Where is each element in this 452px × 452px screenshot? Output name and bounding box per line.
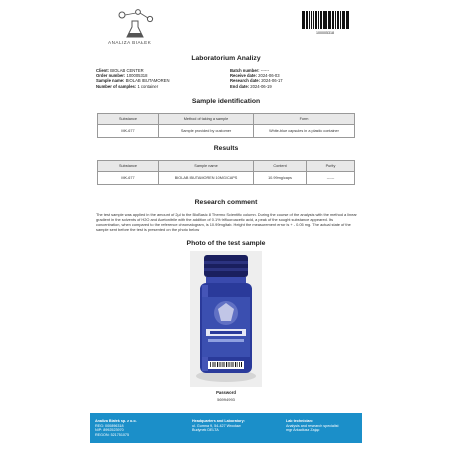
comment-text: The test sample was applied in the amount of 2µl to the BioBasic 8 Thermo Scientific column. During the course of the analysis with the method a linear gradient in the solvents of H2O and Acetonitrile with the addition of 0.1% trifluoroacetic acid, a peak of the sought substance appeared. Its concentration, when compared to the reference chromatogram, is 10.99mg/tab. Height the measurement error is + - 0.05 mg. The actual state of the sample sent before the test is presented on the photo below (96, 212, 357, 232)
report-title: Laboratorium Analizy (191, 55, 261, 62)
footer-technician: Lab technician: Analysis and research specialist mgr Arkadiusz Zając (286, 419, 339, 433)
barcode-bar (338, 11, 339, 29)
table-cell: MK-677 (98, 172, 159, 185)
barcode-bar (309, 11, 311, 29)
table-cell: BIOLAB IBUTAMOREN 10MG/CAPS (159, 172, 254, 185)
info-row-num-samples: Number of samples: 1 container (96, 83, 159, 89)
results-table (97, 160, 355, 185)
info-row-end-date: End date: 2024-06-19 (230, 83, 272, 89)
barcode-bar (320, 11, 322, 29)
footer-company: Analiza Białek sp. z o.o. REG: 000896318 NIP: 8992523970 REGON: 521751075 (95, 419, 137, 437)
barcode-bar (343, 11, 345, 29)
barcode-bar (347, 11, 348, 29)
table-cell: White-blue capsules in a plastic container (254, 125, 355, 138)
table-header-cell: Sample name (159, 161, 254, 172)
barcode-bar (318, 11, 319, 29)
barcode-bar (313, 11, 314, 29)
table-cell: 10.99mg/caps (254, 172, 307, 185)
barcode-bar (325, 11, 326, 29)
comment-title: Research comment (194, 199, 258, 206)
info-row-batch: Batch number: ------ (230, 68, 270, 73)
table-row (98, 172, 355, 185)
logo-text: ANALIZA BIAŁEK (108, 40, 152, 45)
barcode-number: 100005318 (316, 31, 334, 35)
sample-photo (190, 251, 262, 387)
table-cell: Sample provided by customer (159, 125, 254, 138)
barcode-bar (335, 11, 336, 29)
table-cell: ------ (307, 172, 355, 185)
info-right (230, 68, 283, 89)
footer (90, 413, 362, 443)
identification-title: Sample identification (191, 98, 261, 105)
table-header-row (98, 161, 355, 172)
table-header-cell: Form (254, 114, 355, 125)
order-barcode (302, 11, 350, 29)
password-label: Password (216, 390, 236, 395)
table-header-cell: Purity (307, 161, 355, 172)
info-row-client: Client: BIOLAB CENTER (96, 68, 144, 73)
info-row-order: Order number: 100005318 (96, 73, 148, 79)
table-header-row (98, 114, 355, 125)
table-row (98, 125, 355, 138)
table-cell: MK-677 (98, 125, 159, 138)
results-title: Results (213, 145, 239, 152)
identification-table (97, 113, 355, 138)
table-header-cell: Substance (98, 114, 159, 125)
barcode-bar (303, 11, 304, 29)
table-header-cell: Substance (98, 161, 159, 172)
info-row-sample-name: Sample name: BIOLAB IBUTAMOREN (96, 78, 170, 84)
footer-address: Headquarters and Laboratory: ul. Gumna 9, 54-427 Wrocław Budynek DELTA (192, 419, 245, 433)
info-left (96, 68, 169, 89)
table-header-cell: Content (254, 161, 307, 172)
password-value: 56994993 (217, 397, 235, 402)
info-row-receive-date: Receive date: 2024-06-03 (230, 73, 280, 79)
barcode-bar (329, 11, 331, 29)
info-row-research-date: Research date: 2024-06-17 (230, 78, 283, 84)
photo-title: Photo of the test sample (186, 240, 266, 247)
table-header-cell: Method of taking a sample (159, 114, 254, 125)
